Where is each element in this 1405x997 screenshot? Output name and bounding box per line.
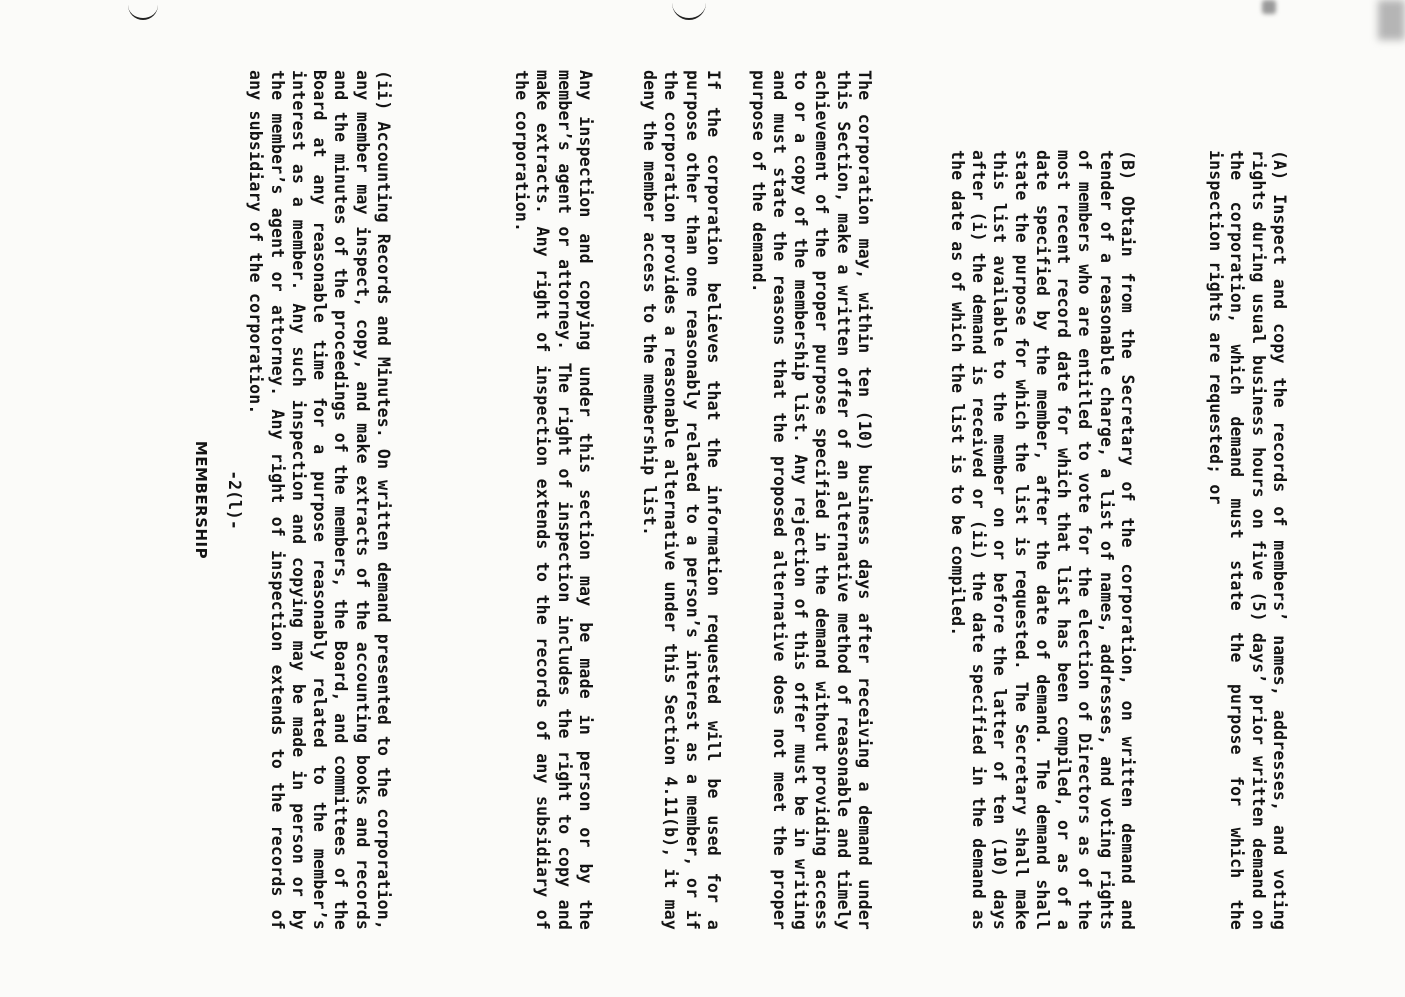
- paragraph-deny-access: If the corporation believes that the information requested will be used for a purpose other than one reasonably related to a person’s interest as a member, or if the corporation provides a reasonable alternative under this Section 4.11(b), it may deny the member access to the membership list.: [640, 70, 723, 930]
- document-page: [130, 70, 1290, 930]
- punch-mark: [672, 0, 706, 20]
- paragraph-alternative-offer: The corporation may, within ten (10) business days after receiving a demand under this Section, make a written offer of an alternative method of reasonable and timely achievement of the proper purpose specified in the demand without providing access to or a copy of the membership list. Any rejection of this offer must be in writing and must state the reasons that the proposed alternative does not meet the proper purpose of the demand.: [748, 70, 874, 930]
- page-number: -2(l)-: [225, 470, 244, 530]
- section-title: MEMBERSHIP: [192, 440, 210, 560]
- paragraph-inspection-agent: Any inspection and copying under this section may be made in person or by the member’s agent or attorney. The right of inspection includes the right to copy and make extracts. Any right of inspection extends to the records of any subsidiary of the corporation.: [512, 70, 595, 930]
- paragraph-accounting-records: (ii) Accounting Records and Minutes. On written demand presented to the corporation, any member may inspect, copy, and make extracts of the accounting books and records and the minutes of the proceedings of the members, the Board, and committees of the Board at any reasonable time for a purpose reasonably related to the member’s interest as a member. Any such inspection and copying may be made in person or by the member’s agent or attorney. Any right of inspection extends to the records of any subsidiary of the corporation.: [246, 70, 393, 930]
- paragraph-obtain-list: (B) Obtain from the Secretary of the corporation, on written demand and tender of a reasonable charge, a list of names, addresses, and voting rights of members who are entitled to vote for the election of Directors as of the most recent record date for which that list has been compiled, or as of a date specified by the member, after the date of demand. The demand shall state the purpose for which the list is requested. The Secretary shall make this list available to the member on or before the latter of ten (10) days after (i) the demand is received or (ii) the date specified in the demand as the date as of which the list is to be compiled.: [947, 150, 1137, 930]
- paragraph-inspect-and-copy: (A) Inspect and copy the records of members’ names, addresses, and voting rights during usual business hours on five (5) days’ prior written demand on the corporation, which demand must state the purpose for which the inspection rights are requested; or: [1206, 150, 1289, 930]
- punch-mark: [128, 0, 158, 20]
- scan-smudge: [1262, 0, 1276, 14]
- scan-smudge: [1378, 0, 1405, 40]
